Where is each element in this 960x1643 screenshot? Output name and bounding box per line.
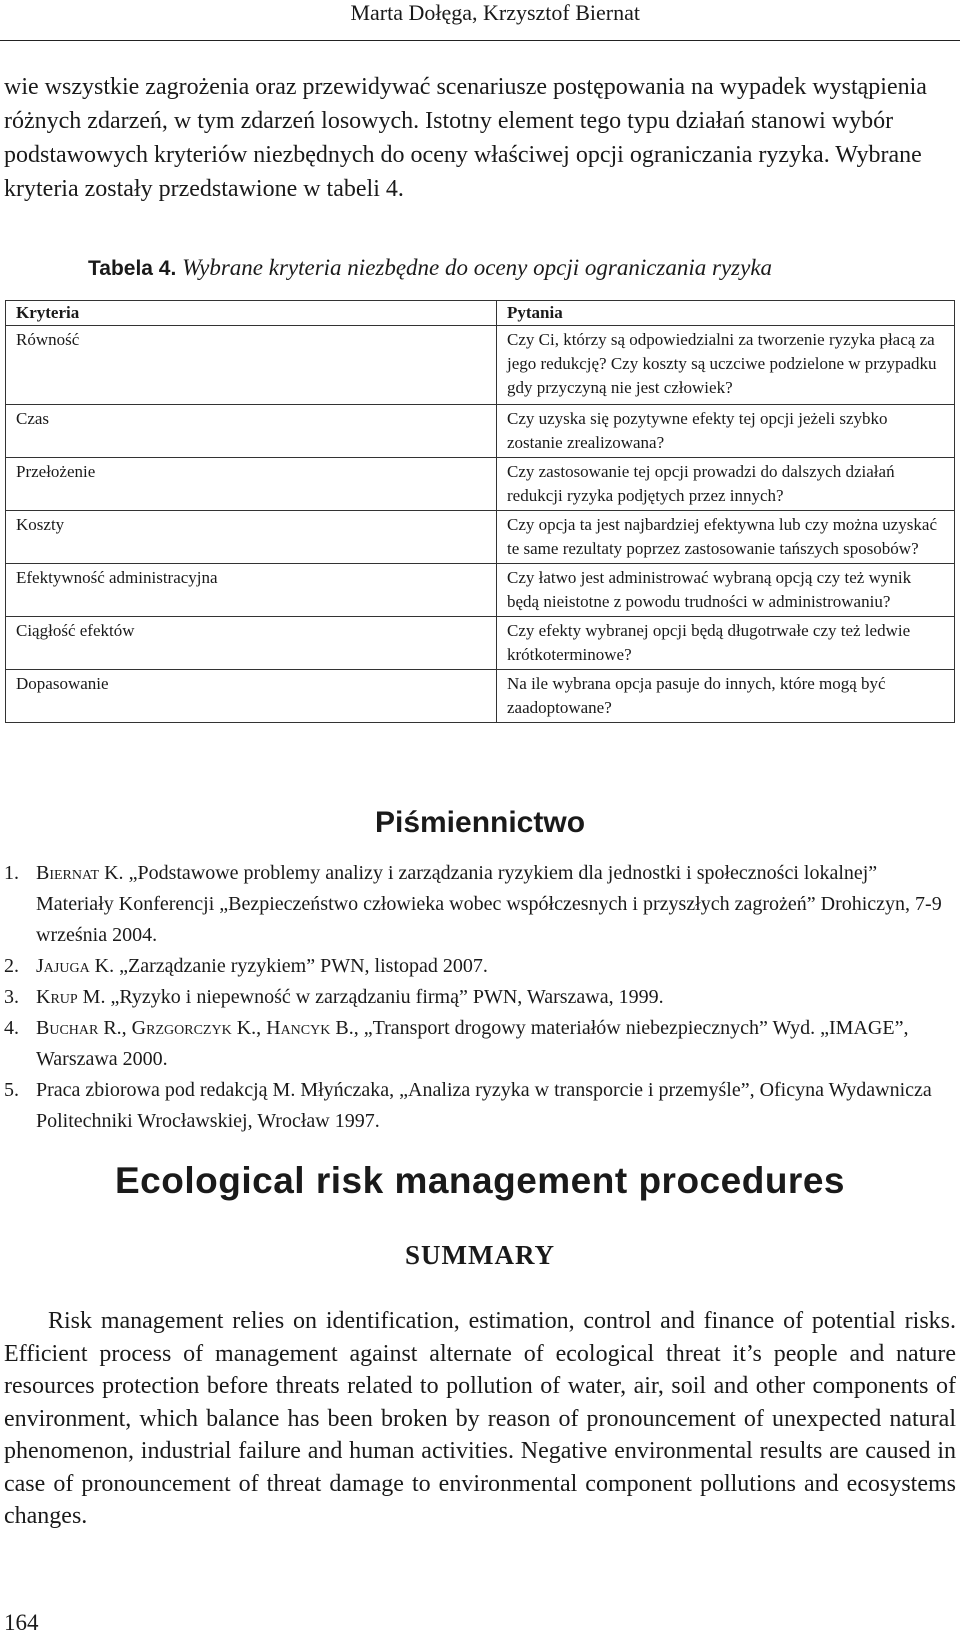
running-header (0, 0, 960, 42)
table-row (6, 617, 955, 670)
reference-text: „Ryzyko i niepewność w zarządzaniu firmą” PWN, Warszawa, 1999. (105, 986, 664, 1008)
reference-number: 3. (4, 986, 19, 1008)
question-cell: Czy efekty wybranej opcji będą długotrwałe czy też ledwie krótkoterminowe? (497, 617, 955, 670)
criterion-cell: Ciągłość efektów (6, 617, 497, 670)
table-row (6, 326, 955, 405)
table-row (6, 405, 955, 458)
table-caption (88, 254, 772, 283)
table-row (6, 670, 955, 723)
reference-item (4, 858, 956, 951)
header-rule (0, 40, 960, 41)
references-list (4, 858, 956, 1137)
page-number: 164 (4, 1610, 39, 1635)
intro-paragraph: wie wszystkie zagrożenia oraz przewidywać scenariusze postępowania na wypadek wystąpienia różnych zdarzeń, w tym zdarzeń losowych. Istotny element tego typu działań stanowi wybór podstawowych kryteriów niezbędnych do oceny właściwej opcji ograniczania ryzyka. Wybrane kryteria zostały przedstawione w tabeli 4. (4, 74, 927, 202)
table-row (6, 511, 955, 564)
reference-author: Jajuga K. (36, 955, 115, 977)
question-cell: Czy zastosowanie tej opcji prowadzi do dalszych działań redukcji ryzyka podjętych przez innych? (497, 458, 955, 511)
criterion-cell: Efektywność administracyjna (6, 564, 497, 617)
header-questions: Pytania (497, 301, 955, 326)
criterion-cell: Dopasowanie (6, 670, 497, 723)
criterion-cell: Koszty (6, 511, 497, 564)
criteria-table (5, 300, 955, 723)
criterion-cell: Czas (6, 405, 497, 458)
summary-title: Ecological risk management procedures (115, 1160, 845, 1201)
references-title: Piśmiennictwo (374, 806, 586, 839)
criterion-cell: Równość (6, 326, 497, 405)
question-cell: Na ile wybrana opcja pasuje do innych, które mogą być zaadoptowane? (497, 670, 955, 723)
summary-heading: SUMMARY (404, 1240, 556, 1270)
question-cell: Czy Ci, którzy są odpowiedzialni za tworzenie ryzyka płacą za jego redukcję? Czy koszty są uczciwe podzielone w przypadku gdy przyczyną nie jest człowiek? (497, 326, 955, 405)
table-header-row (6, 301, 955, 326)
reference-author: Biernat K. (36, 862, 124, 884)
question-cell: Czy łatwo jest administrować wybraną opcją czy też wynik będą nieistotne z powodu trudności w administrowaniu? (497, 564, 955, 617)
criterion-cell: Przełożenie (6, 458, 497, 511)
question-cell: Czy opcja ta jest najbardziej efektywna lub czy można uzyskać te same rezultaty poprzez zastosowanie tańszych sposobów? (497, 511, 955, 564)
reference-item (4, 982, 956, 1013)
reference-text: „Zarządzanie ryzykiem” PWN, listopad 2007. (114, 955, 488, 977)
reference-item (4, 951, 956, 982)
reference-item (4, 1013, 956, 1075)
reference-author: Krup M. (36, 986, 106, 1008)
reference-author: Buchar R., Grzgorczyk K., Hancyk B. (36, 1017, 354, 1039)
reference-number: 1. (4, 862, 19, 884)
summary-paragraph: Risk management relies on identification, estimation, control and finance of potential risks. Efficient process of management against alternate of ecological threat it’s people and nature resources protection before threats related to pollution of water, air, soil and other components of environment, which balance has been broken by reason of pronouncement of unexpected natural phenomenon, industrial failure and human activities. Negative environmental results are caused in case of pronouncement of threat damage to environmental component pollutions and ecosystems changes. (4, 1308, 956, 1529)
reference-number: 2. (4, 955, 19, 977)
header-criteria: Kryteria (6, 301, 497, 326)
header-authors: Marta Dołęga, Krzysztof Biernat (350, 0, 640, 25)
reference-text: Praca zbiorowa pod redakcją M. Młyńczaka, „Analiza ryzyka w transporcie i przemyśle”, Oficyna Wydawnicza Politechniki Wrocławskiej, Wrocław 1997. (36, 1079, 932, 1132)
reference-number: 5. (4, 1079, 19, 1101)
reference-text: „Podstawowe problemy analizy i zarządzania ryzykiem dla jednostki i społeczności lokalnej” Materiały Konferencji „Bezpieczeństwo człowieka wobec współczesnych i przyszłych zagrożeń” Drohiczyn, 7-9 września 2004. (36, 862, 942, 946)
reference-text: , „Transport drogowy materiałów niebezpiecznych” Wyd. „IMAGE”, Warszawa 2000. (36, 1017, 909, 1070)
table-caption-label: Tabela 4. (88, 257, 177, 280)
question-cell: Czy uzyska się pozytywne efekty tej opcji jeżeli szybko zostanie zrealizowana? (497, 405, 955, 458)
reference-item (4, 1075, 956, 1137)
table-row (6, 564, 955, 617)
table-row (6, 458, 955, 511)
table-caption-text: Wybrane kryteria niezbędne do oceny opcji ograniczania ryzyka (182, 255, 773, 280)
reference-number: 4. (4, 1017, 19, 1039)
